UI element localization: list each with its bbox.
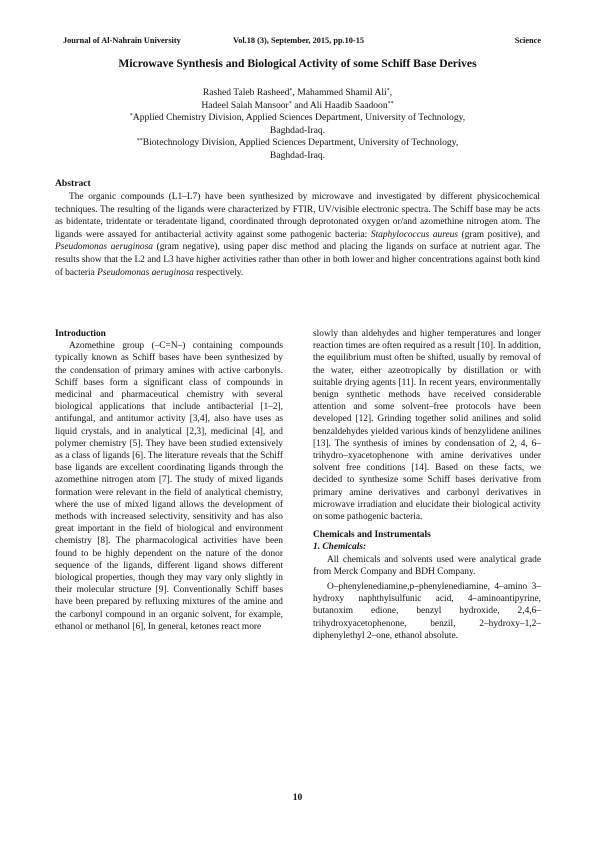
chemicals-paragraph-1: All chemicals and solvents used were analytical grade from Merck Company and BDH Company. bbox=[313, 554, 541, 577]
affiliation-mark: ** bbox=[136, 138, 143, 145]
paper-title: Microwave Synthesis and Biological Activity of some Schiff Base Derives bbox=[118, 57, 477, 70]
abstract-run: (gram negative), using paper disc method and placing the ligands on surface at nutrient agar. The results show that the L2 and L3 have higher activities rather than other in both lower and higher concentrations against both kind of bacteria bbox=[55, 242, 540, 278]
left-column bbox=[55, 328, 283, 633]
abstract-run: The organic compounds (L1–L7) have been synthesized by microwave and investigated by different physicochemical techniques. The resulting of the ligands were characterized by FTIR, UV/visible electronic spectra. The Schiff base may be acts as bidentate, tridentate or teradentate ligand, coordinated through deprotonated oxygen or/and azomethine nitrogen atom. The ligands were assayed for antibacterial activity against some pathogenic bacteria: bbox=[55, 192, 540, 240]
volume-info: Vol.18 (3), September, 2015, pp.10-15 bbox=[233, 36, 364, 45]
abstract-run: respectively. bbox=[193, 267, 244, 278]
abstract-run: (gram positive), and bbox=[458, 229, 540, 240]
affiliation-mark: * bbox=[289, 88, 293, 94]
page-number: 10 bbox=[292, 792, 303, 803]
author-name: and Ali Haadib Saadoon bbox=[291, 99, 388, 111]
affiliation-1 bbox=[55, 112, 540, 125]
journal-section: Science bbox=[514, 36, 541, 45]
affiliation-mark: * bbox=[386, 88, 390, 94]
chemicals-subheading: 1. Chemicals: bbox=[313, 542, 367, 553]
running-header bbox=[63, 36, 541, 48]
author-line-2 bbox=[55, 100, 540, 113]
species-name: Pseudomonas aeruginosa bbox=[97, 267, 194, 278]
chemicals-heading: Chemicals and Instrumentals bbox=[313, 530, 431, 541]
affiliation-text: Biotechnology Division, Applied Sciences Department, University of Technology, bbox=[142, 137, 459, 149]
introduction-paragraph: Azomethine group (–C=N–) containing compounds typically known as Schiff bases have been synthesized by the condensation of primary amines with active carbonyls. Schiff bases form a significant class of compounds in medicinal and pharmaceutical chemistry with several biological applications that include antibacterial [1–2], antifungal, and antitumor activity [3,4], also have uses as liquid crystals, and in analytical [2,3], medicinal [4], and polymer chemistry [5]. They have been studied extensively as a class of ligands [6]. The literature reveals that the Schiff base ligands are excellent coordinating ligands through the azomethine nitrogen atom [7]. The study of mixed ligands formation were relevant in the field of analytical chemistry, where the use of mixed ligand allows the development of methods with increased selectivity, sensitivity and has also great important in the field of biological and environment chemistry [8]. The pharmacological activities have been found to be highly dependent on the nature of the donor sequence of the ligands, different ligand shows different biological properties, though they may vary only slightly in their molecular structure [9]. Conventionally Schiff bases have been prepared by refluxing mixtures of the amine and the carbonyl compound in an organic solvent, for example, ethanol or methanol [6], In general, ketones react more bbox=[55, 341, 283, 632]
author-separator: , bbox=[389, 87, 393, 98]
journal-name: Journal of Al-Nahrain University bbox=[63, 36, 181, 45]
affiliation-2 bbox=[55, 137, 540, 150]
abstract-heading: Abstract bbox=[55, 178, 91, 189]
right-column bbox=[313, 328, 541, 642]
affiliation-1-city: Baghdad-Iraq. bbox=[269, 124, 326, 136]
affiliation-mark: * bbox=[288, 100, 292, 107]
author-block bbox=[55, 87, 540, 163]
introduction-heading: Introduction bbox=[55, 329, 106, 339]
species-name: Staphylococcus aureus bbox=[370, 229, 459, 240]
author-name: Hadeel Salah Mansoor bbox=[201, 99, 289, 111]
affiliation-mark: * bbox=[129, 113, 133, 120]
affiliation-mark: ** bbox=[387, 100, 394, 107]
author-name: Rashed Taleb Rasheed bbox=[202, 87, 290, 98]
affiliation-2-city: Baghdad-Iraq. bbox=[269, 149, 326, 161]
abstract-text bbox=[55, 191, 540, 279]
author-name: , Mahammed Shamil Ali bbox=[292, 87, 387, 98]
species-name: Pseudomonas aeruginosa bbox=[55, 242, 153, 253]
introduction-paragraph-continued: slowly than aldehydes and higher temperatures and longer reaction times are often required as a result [10]. In addition, the equilibrium must often be shifted, usually by removal of the water, either azeotropically by distillation or with suitable drying agents [11]. In recent years, environmentally benign synthetic methods have received considerable attention and some solvent–free protocols have been developed [12]. Grinding together solid anilines and solid benzaldehydes yielded various kinds of benzylidene anilines [13]. The synthesis of imines by condensation of 2, 4, 6–trihydro–xyacetophenone with amine derivatives under solvent free conditions [14]. Based on these facts, we decided to synthesize some Schiff bases derivative from primary amine derivatives and carbonyl derivatives in microwave irradiation and elucidate their biological activity on some pathogenic bacteria. bbox=[313, 329, 541, 523]
affiliation-text: Applied Chemistry Division, Applied Sciences Department, University of Technology, bbox=[132, 112, 466, 124]
chemicals-paragraph-2: O–phenylenediamine,p–phenylenediamine, 4–amino 3–hydroxy naphthylsulfunic acid, 4–aminoantipyrine, butanoxim edione, benzyl hydroxide, 2,4,6–trihydroxyacetophenone, benzil, 2–hydroxy–1,2–diphenylethyl 2–one, ethanol absolute. bbox=[313, 582, 541, 641]
author-line-1 bbox=[55, 87, 540, 100]
